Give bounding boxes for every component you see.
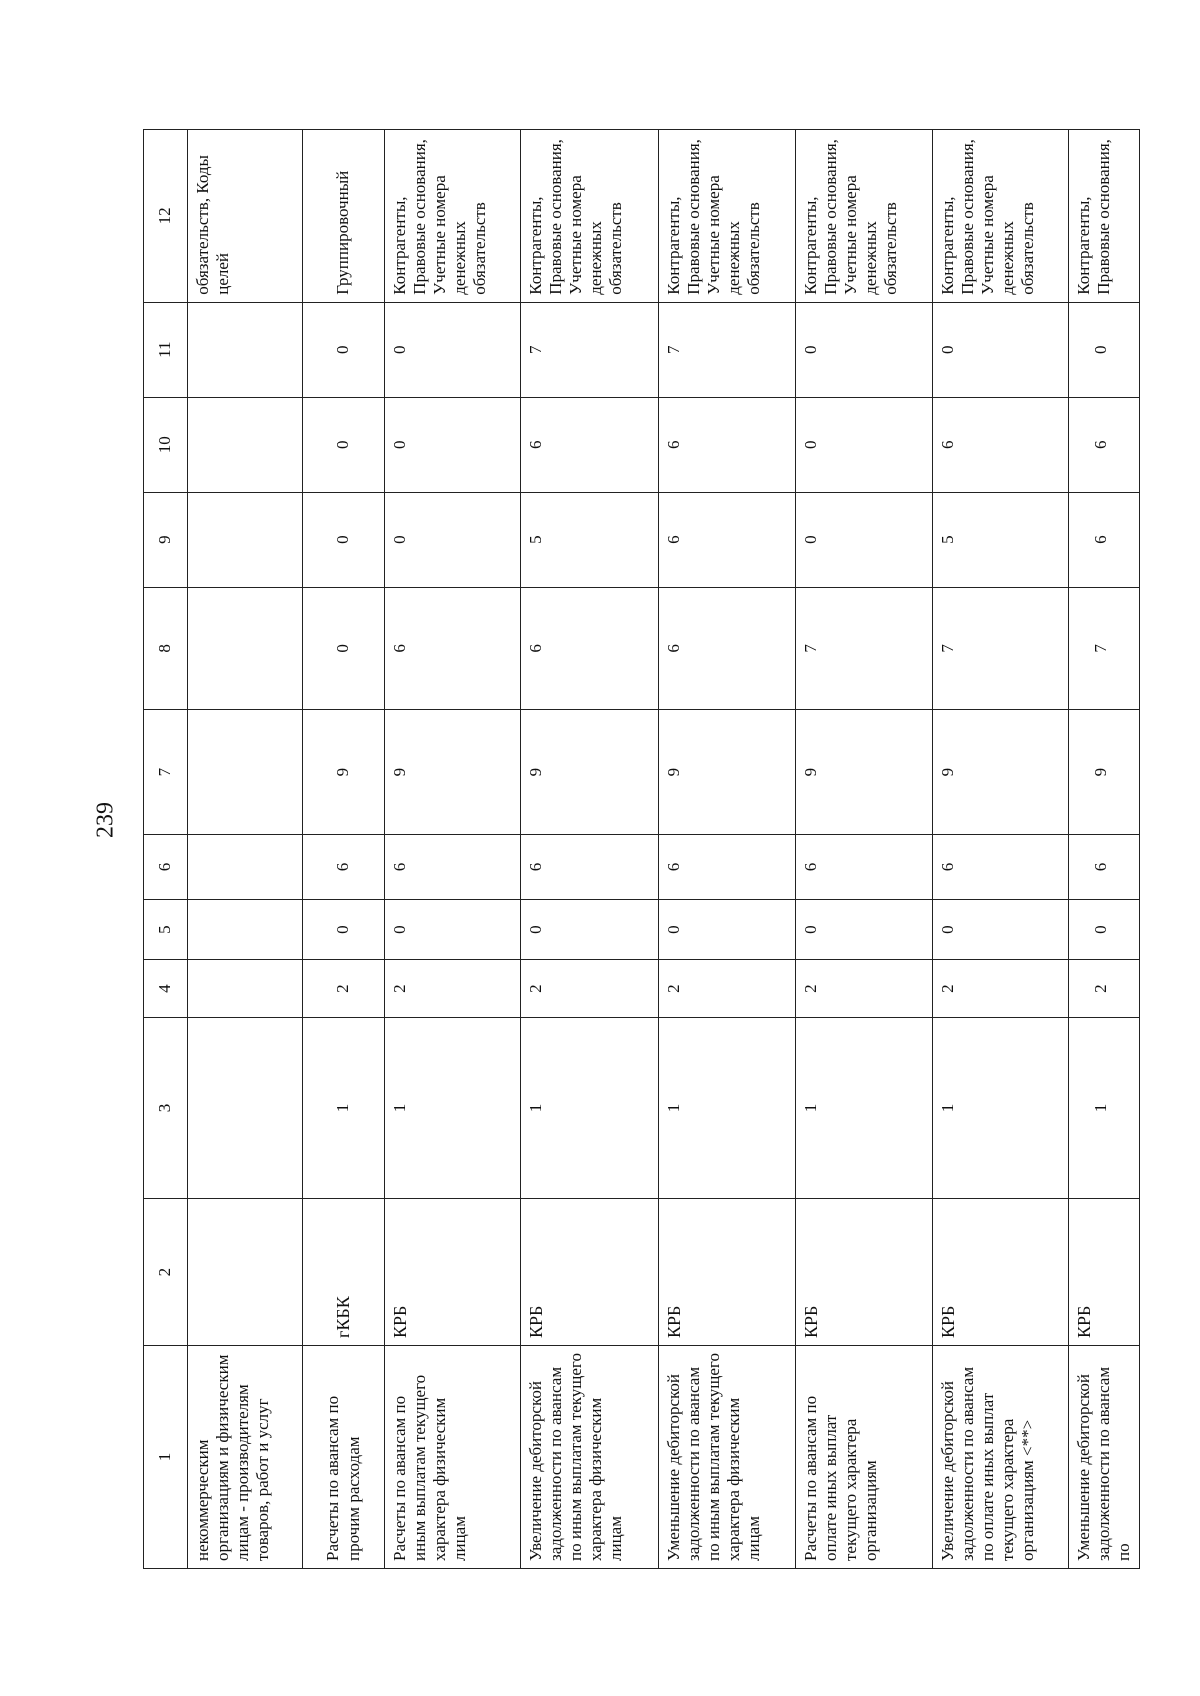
code-cell: 5 bbox=[933, 492, 1069, 587]
kind-cell: КРБ bbox=[933, 1199, 1069, 1346]
table-row bbox=[521, 130, 659, 1569]
code-cell: 0 bbox=[796, 899, 933, 959]
code-cell: 6 bbox=[521, 587, 659, 709]
column-header: 7 bbox=[144, 709, 188, 834]
code-cell: 9 bbox=[303, 709, 385, 834]
code-cell bbox=[188, 302, 303, 397]
rotated-table-container bbox=[143, 129, 1133, 1569]
code-cell: 6 bbox=[659, 492, 796, 587]
code-cell: 2 bbox=[933, 960, 1069, 1018]
analytics-cell: Контрагенты, Правовые основания, Учетные номера денежных обязательств bbox=[796, 130, 933, 303]
code-cell: 6 bbox=[659, 835, 796, 900]
code-cell: 2 bbox=[303, 960, 385, 1018]
row-name-cell: Уменьшение дебиторской задолженности по авансам по bbox=[1069, 1345, 1140, 1568]
code-cell: 6 bbox=[796, 835, 933, 900]
code-cell: 1 bbox=[385, 1017, 521, 1198]
code-cell: 2 bbox=[1069, 960, 1140, 1018]
column-number-header-row bbox=[144, 130, 188, 1569]
column-header: 8 bbox=[144, 587, 188, 709]
analytics-cell: обязательств, Коды целей bbox=[188, 130, 303, 303]
code-cell bbox=[188, 835, 303, 900]
code-cell: 0 bbox=[796, 302, 933, 397]
kind-cell: КРБ bbox=[659, 1199, 796, 1346]
analytics-cell: Контрагенты, Правовые основания, Учетные номера денежных обязательств bbox=[659, 130, 796, 303]
code-cell: 0 bbox=[385, 492, 521, 587]
code-cell: 6 bbox=[521, 835, 659, 900]
kind-cell: КРБ bbox=[1069, 1199, 1140, 1346]
column-header: 11 bbox=[144, 302, 188, 397]
code-cell: 0 bbox=[659, 899, 796, 959]
code-cell: 0 bbox=[385, 899, 521, 959]
analytics-cell: Контрагенты, Правовые основания, Учетные номера денежных обязательств bbox=[933, 130, 1069, 303]
code-cell: 7 bbox=[659, 302, 796, 397]
row-name-cell: Увеличение дебиторской задолженности по авансам по оплате иных выплат текущего характера организациям <**> bbox=[933, 1345, 1069, 1568]
code-cell bbox=[188, 960, 303, 1018]
code-cell bbox=[188, 709, 303, 834]
code-cell: 2 bbox=[385, 960, 521, 1018]
analytics-cell: Группировочный bbox=[303, 130, 385, 303]
code-cell: 0 bbox=[1069, 899, 1140, 959]
code-cell: 0 bbox=[303, 587, 385, 709]
kind-cell: КРБ bbox=[796, 1199, 933, 1346]
column-header: 5 bbox=[144, 899, 188, 959]
code-cell: 0 bbox=[303, 899, 385, 959]
code-cell bbox=[188, 899, 303, 959]
code-cell: 2 bbox=[521, 960, 659, 1018]
code-cell bbox=[188, 587, 303, 709]
table-row bbox=[1069, 130, 1140, 1569]
code-cell: 0 bbox=[303, 397, 385, 492]
table-row bbox=[796, 130, 933, 1569]
code-cell: 6 bbox=[1069, 835, 1140, 900]
code-cell: 6 bbox=[303, 835, 385, 900]
code-cell: 1 bbox=[796, 1017, 933, 1198]
table-row bbox=[933, 130, 1069, 1569]
code-cell: 7 bbox=[521, 302, 659, 397]
row-name-cell: Уменьшение дебиторской задолженности по авансам по иным выплатам текущего характера физическим лицам bbox=[659, 1345, 796, 1568]
code-cell: 1 bbox=[303, 1017, 385, 1198]
column-header: 3 bbox=[144, 1017, 188, 1198]
code-cell: 2 bbox=[796, 960, 933, 1018]
table-row bbox=[303, 130, 385, 1569]
code-cell: 6 bbox=[1069, 492, 1140, 587]
code-cell: 0 bbox=[303, 302, 385, 397]
code-cell: 6 bbox=[1069, 397, 1140, 492]
code-cell: 6 bbox=[659, 397, 796, 492]
code-cell: 6 bbox=[933, 835, 1069, 900]
code-cell: 0 bbox=[385, 302, 521, 397]
table-row bbox=[385, 130, 521, 1569]
code-cell: 6 bbox=[385, 835, 521, 900]
table-row bbox=[188, 130, 303, 1569]
code-cell: 1 bbox=[659, 1017, 796, 1198]
column-header: 6 bbox=[144, 835, 188, 900]
code-cell: 6 bbox=[659, 587, 796, 709]
code-cell: 9 bbox=[385, 709, 521, 834]
code-cell: 1 bbox=[1069, 1017, 1140, 1198]
accounts-table bbox=[143, 129, 1140, 1569]
code-cell: 9 bbox=[1069, 709, 1140, 834]
code-cell: 7 bbox=[1069, 587, 1140, 709]
code-cell: 9 bbox=[933, 709, 1069, 834]
row-name-cell: Расчеты по авансам по прочим расходам bbox=[303, 1345, 385, 1568]
column-header: 10 bbox=[144, 397, 188, 492]
code-cell: 0 bbox=[1069, 302, 1140, 397]
code-cell: 6 bbox=[385, 587, 521, 709]
code-cell: 0 bbox=[796, 492, 933, 587]
row-name-cell: Увеличение дебиторской задолженности по авансам по иным выплатам текущего характера физическим лицам bbox=[521, 1345, 659, 1568]
code-cell: 1 bbox=[933, 1017, 1069, 1198]
row-name-cell: Расчеты по авансам по иным выплатам текущего характера физическим лицам bbox=[385, 1345, 521, 1568]
code-cell bbox=[188, 492, 303, 587]
kind-cell: КРБ bbox=[521, 1199, 659, 1346]
row-name-cell: некоммерческим организациям и физическим лицам - производителям товаров, работ и услуг bbox=[188, 1345, 303, 1568]
kind-cell: КРБ bbox=[385, 1199, 521, 1346]
code-cell: 0 bbox=[385, 397, 521, 492]
kind-cell: гКБК bbox=[303, 1199, 385, 1346]
code-cell: 0 bbox=[933, 302, 1069, 397]
code-cell bbox=[188, 397, 303, 492]
code-cell: 9 bbox=[521, 709, 659, 834]
code-cell bbox=[188, 1017, 303, 1198]
page-number: 239 bbox=[92, 802, 119, 838]
code-cell: 0 bbox=[933, 899, 1069, 959]
analytics-cell: Контрагенты, Правовые основания, bbox=[1069, 130, 1140, 303]
code-cell: 2 bbox=[659, 960, 796, 1018]
code-cell: 0 bbox=[521, 899, 659, 959]
code-cell: 9 bbox=[659, 709, 796, 834]
code-cell: 0 bbox=[303, 492, 385, 587]
table-row bbox=[659, 130, 796, 1569]
kind-cell bbox=[188, 1199, 303, 1346]
column-header: 9 bbox=[144, 492, 188, 587]
code-cell: 7 bbox=[933, 587, 1069, 709]
analytics-cell: Контрагенты, Правовые основания, Учетные номера денежных обязательств bbox=[385, 130, 521, 303]
analytics-cell: Контрагенты, Правовые основания, Учетные номера денежных обязательств bbox=[521, 130, 659, 303]
row-name-cell: Расчеты по авансам по оплате иных выплат текущего характера организациям bbox=[796, 1345, 933, 1568]
code-cell: 6 bbox=[521, 397, 659, 492]
code-cell: 9 bbox=[796, 709, 933, 834]
code-cell: 5 bbox=[521, 492, 659, 587]
code-cell: 7 bbox=[796, 587, 933, 709]
code-cell: 6 bbox=[933, 397, 1069, 492]
code-cell: 0 bbox=[796, 397, 933, 492]
code-cell: 1 bbox=[521, 1017, 659, 1198]
column-header: 12 bbox=[144, 130, 188, 303]
column-header: 4 bbox=[144, 960, 188, 1018]
column-header: 1 bbox=[144, 1345, 188, 1568]
column-header: 2 bbox=[144, 1199, 188, 1346]
